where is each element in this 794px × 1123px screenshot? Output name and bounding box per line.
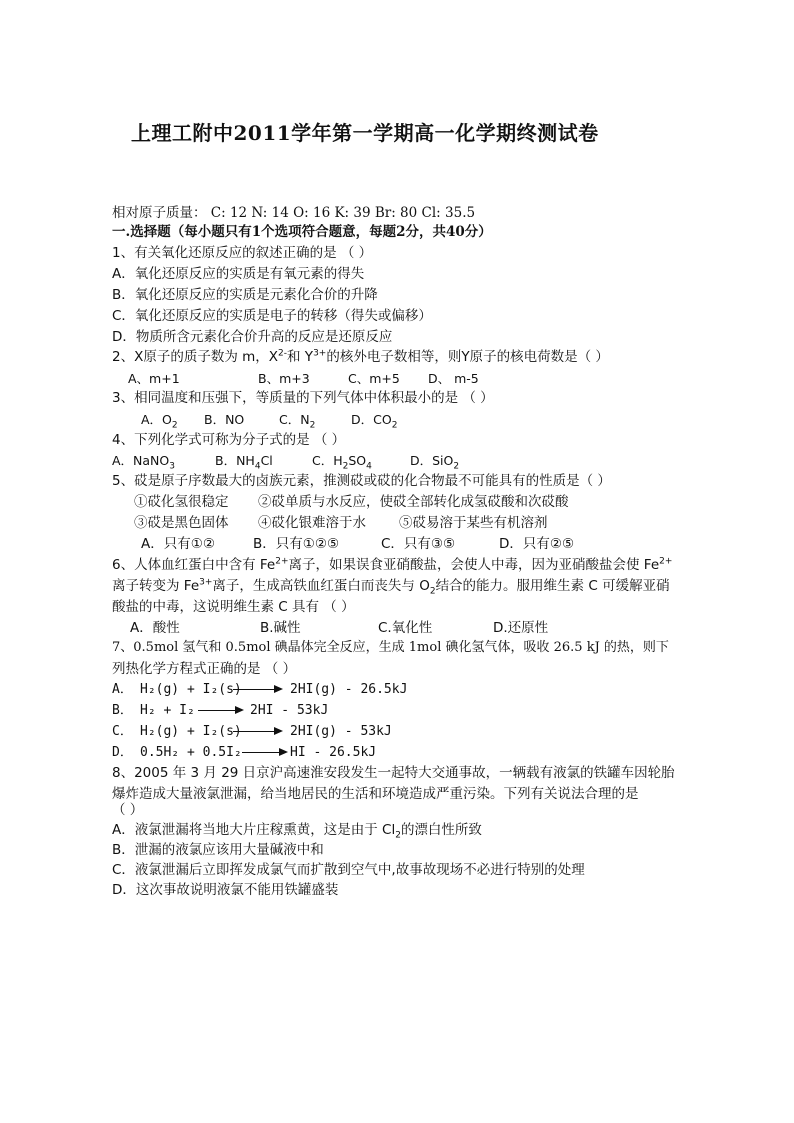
q4-option-b: B．$NH_4Cl$ bbox=[215, 453, 273, 472]
q6-line-3: 酸盐的中毒，这说明维生素 C 具有 （ ） bbox=[112, 599, 355, 615]
section-heading: 一.选择题（每小题只有1个选项符合题意，每题2分，共40分） bbox=[112, 224, 492, 240]
q8-line-1: 8、2005 年 3 月 29 日京沪高速淮安段发生一起特大交通事故，一辆载有液氯的铁罐车因轮胎 bbox=[112, 765, 675, 781]
q3-stem: 3、相同温度和压强下，等质量的下列气体中体积最小的是 （ ） bbox=[112, 390, 494, 406]
reaction-arrow-icon bbox=[233, 727, 283, 737]
q5-option-d: D．只有②⑤ bbox=[499, 536, 575, 552]
q5-option-b: B．只有①②⑤ bbox=[253, 536, 340, 552]
q4-option-c: C．$H_2SO_4$ bbox=[312, 453, 372, 472]
q2-stem: 2、X原子的质子数为 m，$X^{2-}$和 $Y^{3+}$的核外电子数相等，则Y原子的核电荷数是（ ） bbox=[112, 348, 609, 365]
q5-statement-4: ④砹化银难溶于水 bbox=[258, 515, 366, 531]
q8-line-3: （ ） bbox=[112, 802, 144, 818]
exam-page: 上理工附中2011学年第一学期高一化学期终测试卷 相对原子质量： C: 12 N: 14 O: 16 K: 39 Br: 80 Cl: 35.5 一.选择题（每小题只有1个选项符合题意，每题2分，共40分） 1、有关氧化还原反应的叙述正确的是 （ ） A．氧化还原反应的实质是有氧元素的得失 B．氧化还原反应的实质是元素化合价的升降 C．氧化还原反应的实质是电子的转移（得失或偏移） D．物质所含元素化合价升高的反应是还原反应 2、X原子的质子数为 m，$X^{2-}$和 $Y^{3+}$的核外电子数相等，则Y原子的核电荷数是（ ） A、m+1 B、m+3 C、m+5 D、 m-5 3、相同温度和压强下，等质量的下列气体中体积最小的是 （ ） A．$O_2$ B．NO C．$N_2$ D．$CO_2$ 4、下列化学式可称为分子式的是 （ ） A．NaNO$_3$ B．$NH_4Cl$ C．$H_2SO_4$ D．SiO$_2$ 5、砹是原子序数最大的卤族元素，推测砹或砹的化合物最不可能具有的性质是（ ） ①砹化氢很稳定 ②砹单质与水反应，使砹全部转化成氢砹酸和次砹酸 ③砹是黑色固体 ④砹化银难溶于水 ⑤砹易溶于某些有机溶剂 A．只有①② B．只有①②⑤ C．只有③⑤ D．只有②⑤ 6、人体血红蛋白中含有 $Fe^{2+}$离子，如果误食亚硝酸盐，会使人中毒，因为亚硝酸盐会使 $Fe^{2+}$ 离子转变为 $Fe^{3+}$离子，生成高铁血红蛋白而丧失与 $O_2$结合的能力。服用维生素 C 可缓解亚硝 酸盐的中毒，这说明维生素 C 具有 （ ） A．酸性 B.碱性 C.氧化性 D.还原性 7、0.5mol 氢气和 0.5mol 碘晶体完全反应，生成 1mol 碘化氢气体，吸收 26.5 kJ 的热，则下 列热化学方程式正确的是 （ ） A． H₂(g) + I₂(s) 2HI(g) - 26.5kJ B． H₂ + I₂ 2HI - 53kJ C． H₂(g) + I₂(s) 2HI(g) - 53kJ D． 0.5H₂ + 0.5I₂ HI - 26.5kJ 8、2005 年 3 月 29 日京沪高速淮安段发生一起特大交通事故，一辆载有液氯的铁罐车因轮胎 爆炸造成大量液氯泄漏，给当地居民的生活和环境造成严重污染。下列有关说法合理的是 （ ） A．液氯泄漏将当地大片庄稼熏黄，这是由于 $Cl_2$的漂白性所致 B．泄漏的液氯应该用大量碱液中和 C．液氯泄漏后立即挥发成氯气而扩散到空气中,故事故现场不必进行特别的处理 D．这次事故说明液氯不能用铁罐盛装 bbox=[0, 0, 794, 1123]
q2-option-b: B、m+3 bbox=[258, 371, 310, 386]
q3-option-c: C．$N_2$ bbox=[279, 412, 316, 431]
reaction-arrow-icon bbox=[233, 685, 283, 695]
q4-option-a: A．NaNO$_3$ bbox=[112, 453, 175, 472]
q2-option-c: C、m+5 bbox=[348, 371, 400, 386]
q1-option-c: C．氧化还原反应的实质是电子的转移（得失或偏移） bbox=[112, 308, 432, 324]
q5-option-a: A．只有①② bbox=[141, 536, 215, 552]
atomic-masses: 相对原子质量： C: 12 N: 14 O: 16 K: 39 Br: 80 Cl: 35.5 bbox=[112, 205, 476, 221]
q1-option-b: B．氧化还原反应的实质是元素化合价的升降 bbox=[112, 287, 378, 303]
q3-option-d: D．$CO_2$ bbox=[351, 412, 398, 431]
q2-option-d: D、 m-5 bbox=[428, 371, 479, 386]
q3-option-b: B．NO bbox=[204, 412, 245, 427]
q4-option-d: D．SiO$_2$ bbox=[410, 453, 460, 472]
q1-option-a: A．氧化还原反应的实质是有氧元素的得失 bbox=[112, 266, 365, 282]
q5-statement-5: ⑤砹易溶于某些有机溶剂 bbox=[399, 515, 548, 531]
reaction-arrow-icon bbox=[198, 706, 244, 716]
q4-stem: 4、下列化学式可称为分子式的是 （ ） bbox=[112, 432, 346, 448]
q2-option-a: A、m+1 bbox=[128, 371, 180, 386]
q8-option-c: C．液氯泄漏后立即挥发成氯气而扩散到空气中,故事故现场不必进行特别的处理 bbox=[112, 862, 585, 878]
q5-stem: 5、砹是原子序数最大的卤族元素，推测砹或砹的化合物最不可能具有的性质是（ ） bbox=[112, 473, 611, 489]
q5-option-c: C．只有③⑤ bbox=[381, 536, 456, 552]
q8-line-2: 爆炸造成大量液氯泄漏，给当地居民的生活和环境造成严重污染。下列有关说法合理的是 bbox=[112, 786, 639, 802]
q7-line-1: 7、0.5mol 氢气和 0.5mol 碘晶体完全反应，生成 1mol 碘化氢气体，吸收 26.5 kJ 的热，则下 bbox=[112, 640, 669, 655]
q1-stem: 1、有关氧化还原反应的叙述正确的是 （ ） bbox=[112, 245, 373, 261]
q3-option-a: A．$O_2$ bbox=[141, 412, 178, 431]
q6-option-d: D.还原性 bbox=[493, 620, 549, 636]
q6-line-1: 6、人体血红蛋白中含有 $Fe^{2+}$离子，如果误食亚硝酸盐，会使人中毒，因为亚硝酸盐会使 $Fe^{2+}$ bbox=[112, 556, 673, 573]
q5-statement-3: ③砹是黑色固体 bbox=[134, 515, 229, 531]
q6-line-2: 离子转变为 $Fe^{3+}$离子，生成高铁血红蛋白而丧失与 $O_2$结合的能力。服用维生素 C 可缓解亚硝 bbox=[112, 577, 670, 597]
q6-option-c: C.氧化性 bbox=[378, 620, 433, 636]
q1-option-d: D．物质所含元素化合价升高的反应是还原反应 bbox=[112, 329, 393, 345]
q6-option-b: B.碱性 bbox=[260, 620, 301, 636]
q7-line-2: 列热化学方程式正确的是 （ ） bbox=[112, 661, 297, 677]
q6-option-a: A．酸性 bbox=[130, 620, 180, 636]
reaction-arrow-icon bbox=[242, 748, 288, 758]
q8-option-b: B．泄漏的液氯应该用大量碱液中和 bbox=[112, 842, 324, 858]
q8-option-d: D．这次事故说明液氯不能用铁罐盛装 bbox=[112, 882, 339, 898]
q5-statement-2: ②砹单质与水反应，使砹全部转化成氢砹酸和次砹酸 bbox=[258, 494, 569, 510]
q5-statement-1: ①砹化氢很稳定 bbox=[134, 494, 229, 510]
exam-title: 上理工附中2011学年第一学期高一化学期终测试卷 bbox=[131, 121, 599, 145]
q8-option-a: A．液氯泄漏将当地大片庄稼熏黄，这是由于 $Cl_2$的漂白性所致 bbox=[112, 822, 482, 841]
